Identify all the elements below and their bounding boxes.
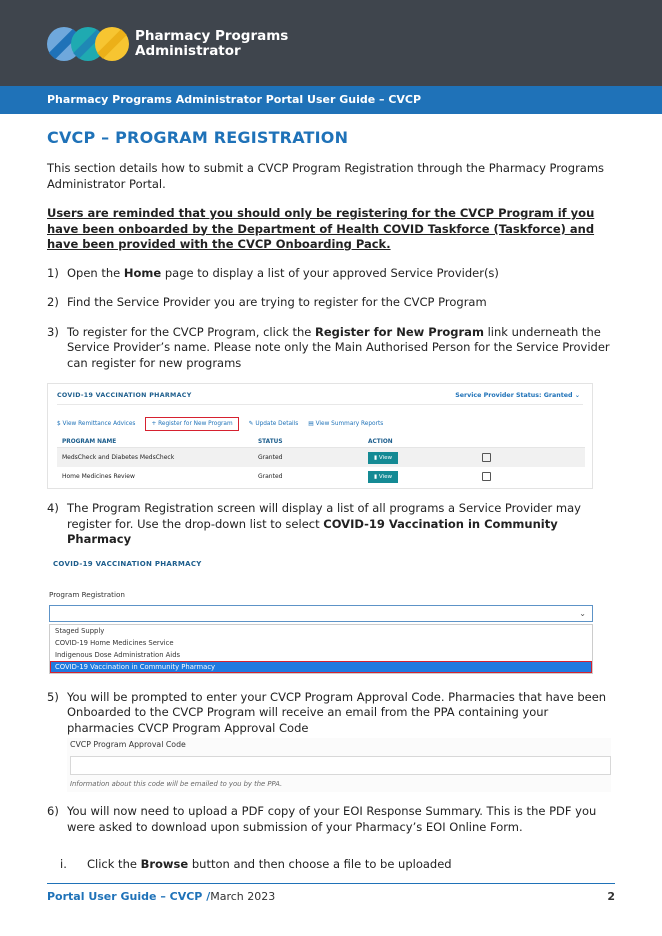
brand-line-1: Pharmacy Programs	[135, 28, 289, 44]
program-options-list	[49, 624, 593, 674]
approval-code-hint: Information about this code will be emailed to you by the PPA.	[70, 780, 283, 788]
shot2-title: COVID-19 VACCINATION PHARMACY	[53, 559, 202, 568]
dropdown-option[interactable]: Staged Supply	[55, 626, 105, 635]
view-remittance-link[interactable]: $ View Remittance Advices	[57, 421, 136, 427]
step-6: 6) You will now need to upload a PDF copy of your EOI Response Summary. This is the PDF you were asked to download upon submission of your Pharmacy’s EOI Online Form.	[47, 804, 597, 834]
document-subtitle: Pharmacy Programs Administrator Portal User Guide – CVCP	[47, 93, 422, 106]
table-row: MedsCheck and Diabetes MedsCheck Granted ▮ View	[57, 448, 585, 467]
dropdown-option[interactable]: Indigenous Dose Administration Aids	[55, 650, 181, 659]
step-4: 4) The Program Registration screen will display a list of all programs a Service Provider may register for. Use the drop-down list to select COVID-19 Vaccination in Community Pharmacy	[47, 501, 581, 546]
step-2: 2) Find the Service Provider you are trying to register for the CVCP Program	[47, 295, 487, 309]
view-button[interactable]: ▮ View	[368, 471, 398, 483]
footer-guide-title: Portal User Guide – CVCP /March 2023	[47, 890, 276, 903]
footer-divider	[47, 883, 615, 884]
approval-code-input[interactable]	[70, 756, 611, 775]
program-registration-label: Program Registration	[49, 589, 125, 599]
shot1-links	[57, 417, 393, 431]
program-dropdown[interactable]	[49, 605, 593, 622]
step-1: 1) Open the Home page to display a list of your approved Service Provider(s)	[47, 265, 499, 280]
intro-paragraph: This section details how to submit a CVCP Program Registration through the Pharmacy Programs Administrator Portal.	[47, 161, 605, 191]
divider	[57, 404, 583, 405]
register-new-program-link[interactable]: + Register for New Program	[145, 417, 238, 431]
substep-i: i. Click the Browse button and then choose a file to be uploaded	[60, 857, 452, 871]
program-table	[57, 436, 585, 486]
document-subtitle-bar	[0, 86, 662, 114]
table-row: Home Medicines Review Granted ▮ View	[57, 467, 585, 486]
chevron-down-icon: ⌄	[579, 608, 586, 618]
page-number: 2	[607, 890, 615, 903]
brand-name	[135, 29, 288, 59]
approval-code-screenshot	[67, 738, 611, 792]
table-header: PROGRAM NAME STATUS ACTION	[57, 436, 585, 448]
approval-code-label: CVCP Program Approval Code	[70, 740, 186, 749]
view-summary-reports-link[interactable]: ▤ View Summary Reports	[308, 421, 384, 427]
shot1-title: COVID-19 VACCINATION PHARMACY	[57, 392, 192, 399]
service-provider-screenshot	[47, 383, 593, 489]
top-header-bar	[0, 0, 662, 86]
brand-line-2: Administrator	[135, 43, 241, 59]
view-button[interactable]: ▮ View	[368, 452, 398, 464]
section-title: CVCP – PROGRAM REGISTRATION	[47, 128, 349, 147]
warning-paragraph: Users are reminded that you should only be registering for the CVCP Program if you have been onboarded by the Department of Health COVID Taskforce (Taskforce) and have been provided with the CVCP Onboarding Pack.	[47, 206, 595, 251]
dropdown-option-selected[interactable]: COVID-19 Vaccination in Community Pharmacy	[50, 661, 592, 673]
document-search-icon[interactable]	[482, 453, 491, 462]
step-3: 3) To register for the CVCP Program, click the Register for New Program link underneath the Service Provider’s name. Please note only the Main Authorised Person for the Service Provider can register for new programs	[47, 324, 610, 370]
document-search-icon[interactable]	[482, 472, 491, 481]
program-registration-screenshot	[47, 558, 593, 678]
update-details-link[interactable]: ✎ Update Details	[248, 421, 299, 427]
ppa-logo-icon	[46, 26, 130, 62]
dropdown-option[interactable]: COVID-19 Home Medicines Service	[55, 638, 174, 647]
step-5: 5) You will be prompted to enter your CVCP Program Approval Code. Pharmacies that have been Onboarded to the CVCP Program will receive an email from the PPA containing your pharmacies CVCP Program Approval Code	[47, 689, 607, 735]
page-content	[47, 128, 615, 872]
shot1-status[interactable]: Service Provider Status: Granted ⌄	[455, 392, 580, 399]
